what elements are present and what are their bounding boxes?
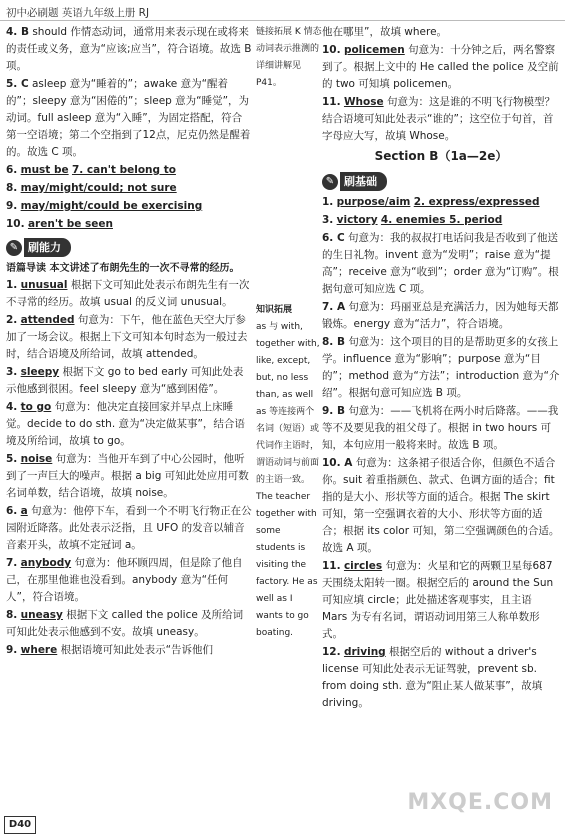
side-note-link: 链接拓展 K 情态动词表示推测的详细讲解见P41。 <box>256 27 322 88</box>
answer-item: 10. policemen 句意为：十分钟之后，两名警察到了。根据上文中的 He called the police 及空前的 two 可知填 policemen。 <box>322 44 559 90</box>
answer-item: 8. may/might/could; not sure <box>6 182 177 194</box>
answer-item: 7. A 句意为：玛丽亚总是充满活力，因为她每天都锻炼。energy 意为“活力”，符合语境。 <box>322 301 559 330</box>
answer-item: 11. Whose 句意为：这是谁的不明飞行物模型？结合语境可知此处表示“谁的”；这空位于句首，首字母应大写，故填 Whose。 <box>322 96 555 142</box>
answer-item: 9. where 根据语境可知此处表示“告诉他们 <box>6 644 214 656</box>
answer-item: 1. purpose/aim 2. express/expressed <box>322 196 540 208</box>
answer-item: 3. sleepy 根据下文 go to bed early 可知此处表示他感到很困。feel sleepy 意为“感到困倦”。 <box>6 366 244 395</box>
section-badge-ability: ✎ 刷能力 <box>6 238 71 257</box>
answer-item: 4. to go 句意为：他决定直接回家并早点上床睡觉。decide to do sth. 意为“决定做某事”，结合语境及所给词，故填 to go。 <box>6 401 245 447</box>
pencil-icon: ✎ <box>322 174 338 190</box>
page-header <box>0 0 565 22</box>
section-badge-basic: ✎ 刷基础 <box>322 172 387 191</box>
answer-item: 9. may/might/could be exercising <box>6 200 203 212</box>
answer-item: 4. B should 作情态动词，通常用来表示现在或将来的责任或义务，意为“应该;应当”，符合语境。故选 B 项。 <box>6 26 252 72</box>
reading-intro: 语篇导读 本文讲述了布朗先生的一次不寻常的经历。 <box>6 263 240 274</box>
answer-item: 5. noise 句意为：当他开车到了中心公园时，他听到了一声巨大的噪声。根据 a big 可知此处应用可数名词单数，结合语境，故填 noise。 <box>6 453 249 499</box>
answer-item: 1. unusual 根据下文可知此处表示布朗先生有一次不寻常的经历。故填 usual 的反义词 unusual。 <box>6 279 250 308</box>
header-rule <box>0 20 565 21</box>
section-title: Section B（1a—2e） <box>374 149 508 163</box>
pencil-icon: ✎ <box>6 240 22 256</box>
answer-item: 2. attended 句意为：下午，他在蓝色天空大厅参加了一场会议。根据上下文可知本句时态为一般过去时，结合语境及所给词，故填 attended。 <box>6 314 248 360</box>
answer-item: 12. driving 根据空后的 without a driver's license 可知此处表示无证驾驶，prevent sb. from doing sth. 意为“阻止某人做某事”，故填 driving。 <box>322 646 543 709</box>
answer-item: 3. victory 4. enemies 5. period <box>322 214 503 226</box>
answer-item: 10. A 句意为：这条裙子很适合你，但颜色不适合你。suit 着重指颜色、款式、色调方面的适合；fit 指的是大小、形状等方面的适合。根据 The skirt 可知，第一空强调衣着的大小、形状等方面的适合；根据 its color 可知，第二空强调颜色的合适。故选 A 项。 <box>322 457 560 554</box>
watermark: MXQE.COM <box>407 790 553 815</box>
side-note-title: 知识拓展 <box>256 305 293 315</box>
answer-item: 他在哪里”，故填 where。 <box>322 26 448 38</box>
side-note-grammar: as 与 with, together with, like, except, but, no less than, as well as 等连接两个名词（短语）或代词作主语时，谓语动词与前面的主语一致。The teacher together with some students is visiting the factory. He as well as I wants to go boating. <box>256 322 320 638</box>
answer-item: 8. uneasy 根据下文 called the police 及所给词可知此处表示他感到不安。故填 uneasy。 <box>6 609 244 638</box>
right-column <box>322 24 560 713</box>
answer-item: 6. C 句意为：我的叔叔打电话问我是否收到了他送的生日礼物。invent 意为“发明”；raise 意为“提高”；receive 意为“收到”；order 意为“订购”。根据句意可知应选 C 项。 <box>322 232 559 295</box>
answer-item: 11. circles 句意为：火星和它的两颗卫星每687天围绕太阳转一圈。根据空后的 around the Sun 可知应填 circle；此处描述客观事实，且主语 Mars 为专有名词，谓语动词用第三人称单数形式。 <box>322 560 554 640</box>
answer-item: 8. B 句意为：这个项目的目的是帮助更多的女孩上学。influence 意为“影响”；purpose 意为“目的”；method 意为“方法”；introduction 意为“介绍”。根据句意可知应选 B 项。 <box>322 336 560 399</box>
answer-item: 10. aren't be seen <box>6 218 113 230</box>
answer-item: 6. must be 7. can't belong to <box>6 164 176 176</box>
side-notes <box>256 24 322 642</box>
left-column <box>6 24 252 660</box>
answer-item: 9. B 句意为：——飞机将在两小时后降落。——我等不及要见我的祖父母了。根据 in two hours 可知，本句应用一般将来时。故选 B 项。 <box>322 405 559 451</box>
answer-item: 5. C asleep 意为“睡着的”；awake 意为“醒着的”；sleepy 意为“困倦的”；sleep 意为“睡觉”，为动词。full asleep 意为“入睡”，为固定搭配，符合第一空语境；第二个空指到了12点，尼克仍然是醒着的。故选 C 项。 <box>6 78 251 158</box>
answer-item: 6. a 句意为：他停下车，看到一个不明飞行物正在公园附近降落。此处表示泛指，且 UFO 的发音以辅音音素开头，故填不定冠词 a。 <box>6 505 252 551</box>
page-number: D40 <box>4 816 36 834</box>
header-title: 初中必刷题 英语九年级上册 RJ <box>6 7 150 19</box>
answer-item: 7. anybody 句意为：他环顾四周，但是除了他自己，在那里他谁也没看到。anybody 意为“任何人”，符合语境。 <box>6 557 243 603</box>
